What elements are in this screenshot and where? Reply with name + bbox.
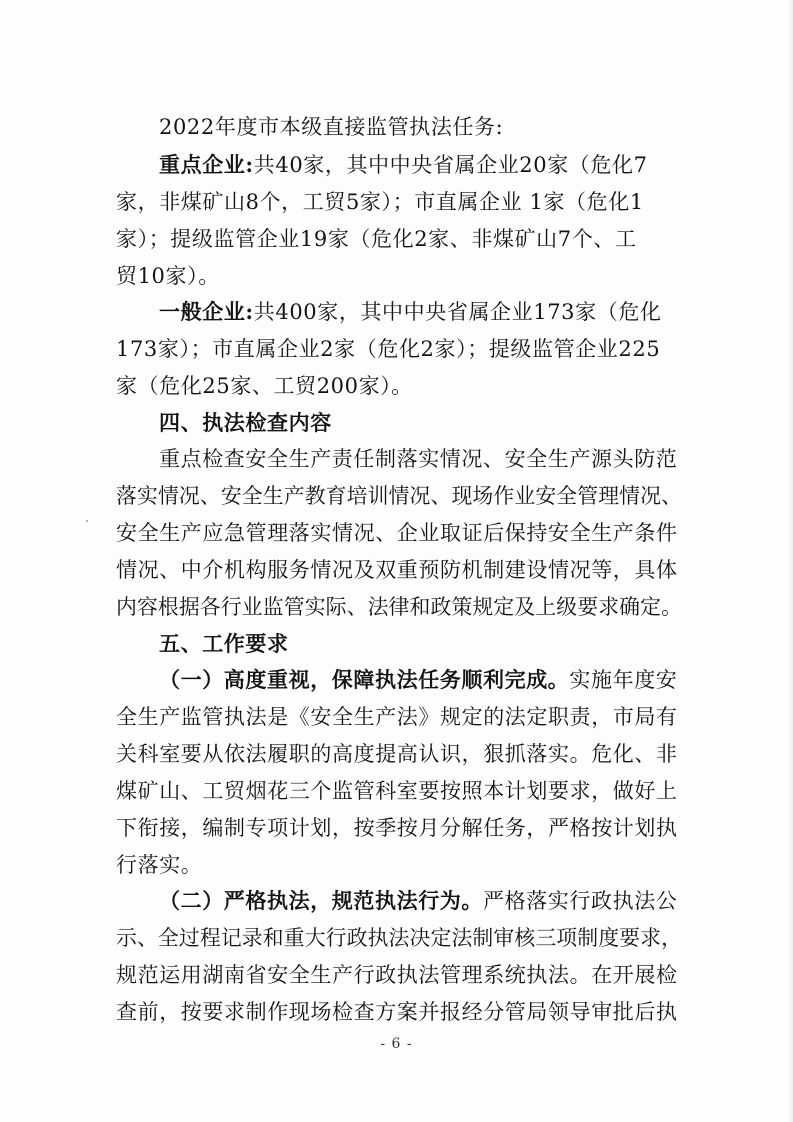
line-text: 示、全过程记录和重大行政执法决定法制审核三项制度要求， xyxy=(116,926,683,950)
text-line xyxy=(116,189,644,215)
line-lead: （二）严格执法，规范执法行为。 xyxy=(159,888,483,913)
line-text: 规范运用湖南省安全生产行政执法管理系统执法。在开展检 xyxy=(116,963,678,987)
line-text: 家，非煤矿山8个，工贸5家）；市直属企业 1家（危化1 xyxy=(116,190,644,214)
text-line xyxy=(116,815,678,841)
text-line xyxy=(116,336,660,362)
text-line xyxy=(116,778,678,804)
line-text: 共400家，其中中央省属企业173家（危化 xyxy=(253,300,662,324)
line-text: 严格落实行政执法公 xyxy=(483,889,678,913)
line-text: 落实情况、安全生产教育培训情况、现场作业安全管理情况、 xyxy=(116,484,683,508)
line-text: 家（危化25家、工贸200家）。 xyxy=(116,374,413,398)
line-lead: （一）高度重视，保障执法任务顺利完成。 xyxy=(159,667,570,692)
text-line xyxy=(116,852,202,878)
page-number: - 6 - xyxy=(380,1036,413,1052)
text-line xyxy=(159,446,677,472)
line-text: 重点检查安全生产责任制落实情况、安全生产源头防范 xyxy=(159,447,678,471)
text-line xyxy=(116,962,678,988)
line-text: 煤矿山、工贸烟花三个监管科室要按照本计划要求，做好上 xyxy=(116,779,678,803)
section-heading xyxy=(159,631,289,657)
text-line xyxy=(116,483,682,509)
text-line xyxy=(159,114,503,140)
text-line xyxy=(116,999,678,1025)
heading-text: 五、工作要求 xyxy=(159,631,289,656)
line-text: 2022年度市本级直接监管执法任务: xyxy=(159,115,504,139)
line-text: 全生产监管执法是《安全生产法》规定的法定职责，市局有 xyxy=(116,705,678,729)
line-text: 行落实。 xyxy=(116,853,203,877)
text-line xyxy=(116,704,678,730)
line-text: 内容根据各行业监管实际、法律和政策规定及上级要求确定。 xyxy=(116,595,683,619)
text-line xyxy=(116,557,678,583)
line-lead: 一般企业: xyxy=(159,299,254,324)
text-line xyxy=(116,594,682,620)
section-heading xyxy=(159,410,332,436)
scan-edge xyxy=(787,0,793,1122)
line-lead: 重点企业: xyxy=(159,152,254,177)
text-line xyxy=(159,299,662,325)
line-text: 查前，按要求制作现场检查方案并报经分管局领导审批后执 xyxy=(116,1000,678,1024)
text-line xyxy=(116,373,413,399)
text-line xyxy=(116,925,682,951)
text-line xyxy=(159,888,677,914)
text-line xyxy=(116,263,220,289)
scan-speck xyxy=(86,520,88,522)
line-text: 实施年度安 xyxy=(569,668,678,692)
heading-text: 四、执法检查内容 xyxy=(159,410,332,435)
text-line xyxy=(116,226,637,252)
line-text: 173家）；市直属企业2家（危化2家）；提级监管企业225 xyxy=(116,337,661,361)
line-text: 共40家，其中中央省属企业20家（危化7 xyxy=(253,153,648,177)
line-text: 安全生产应急管理落实情况、企业取证后保持安全生产条件 xyxy=(116,521,678,545)
line-text: 下衔接，编制专项计划，按季按月分解任务，严格按计划执 xyxy=(116,816,678,840)
text-line xyxy=(159,152,648,178)
line-text: 情况、中介机构服务情况及双重预防机制建设情况等，具体 xyxy=(116,558,678,582)
text-line xyxy=(116,520,678,546)
text-line xyxy=(159,667,677,693)
text-line xyxy=(116,741,678,767)
line-text: 贸10家）。 xyxy=(116,264,220,288)
line-text: 家）；提级监管企业19家（危化2家、非煤矿山7个、工 xyxy=(116,227,637,251)
line-text: 关科室要从依法履职的高度提高认识，狠抓落实。危化、非 xyxy=(116,742,678,766)
